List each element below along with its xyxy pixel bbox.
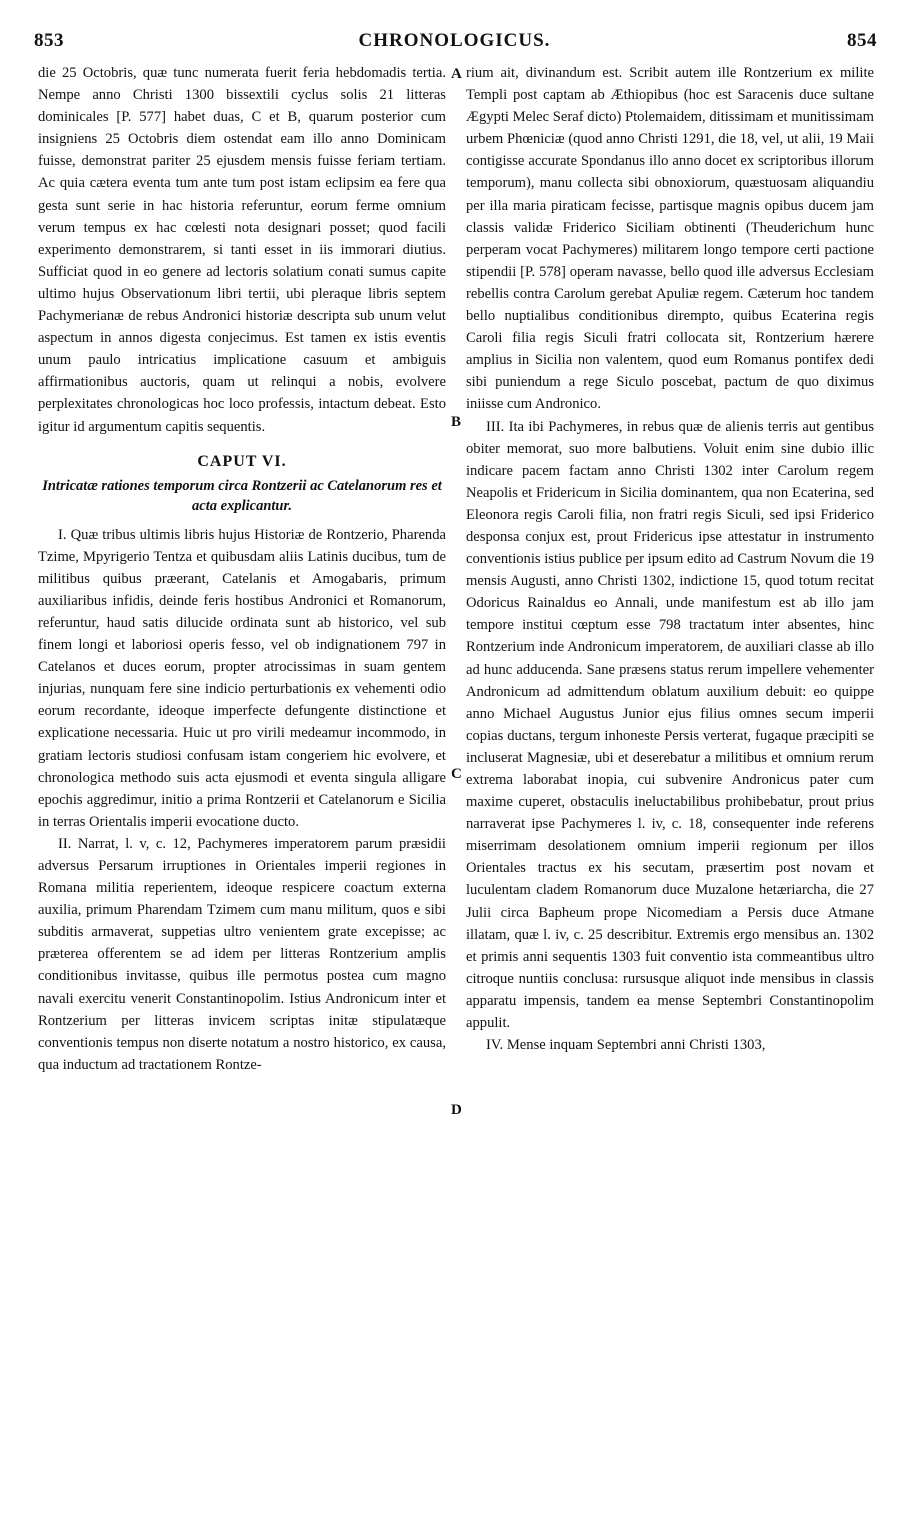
page-number-left: 853 xyxy=(34,30,64,51)
chapter-title: CAPUT VI. xyxy=(197,452,287,470)
paragraph-I: I. Quæ tribus ultimis libris hujus Historiæ de Rontzerio, Pharenda Tzime, Mpyrigerio Tentza et quibusdam aliis Latinis ducibus, tum de militibus quibus præerant, Catelanis et Amogabaris, primum auxiliaribus infidis, deinde feris hostibus Andronici et Romanorum, referuntur, haud satis dilucide ordinata sunt ab historico, vel sub finem longi et laboriosi operis fesso, vel ob indignationem 797 in Catelanos et duces eorum, propter atrocissimas in suam gentem injurias, nunquam fere sine indicio perturbationis ex vehementi odio eorum recordante, ideoque imperfecte defungente distinctione et explicatione necessaria. Huic ut pro virili medeamur incommodo, in gratiam lectoris studiosi confusam istam congeriem hic evolvere, et chronologica methodo suis acta ejusmodi et eventa singula alligare epochis aggredimur, initio a prima Rontzerii et Catelanorum e Sicilia in terras Orientalis imperii evocatione ducto. xyxy=(38,526,446,830)
paragraph-II: II. Narrat, l. v, c. 12, Pachymeres imperatorem parum præsidii adversus Persarum irruptiones in Orientales imperii regiones in Romana militia reperientem, ideoque respicere coactum externa auxilia, primum Pharendam Tzimem cum manu militum, quos e sibi subditis armaverat, suppetias ultro venientem grate excepisse; ac præterea offerentem se ad idem per litteras Rontzerium amplis conditionibus invitasse, quibus ille permotus postea cum magno navali exercitu venerit Constantinopolim. Istius Andronicum inter et Rontzerium per litteras invicem scriptas initæ stipulatæque conventionis tempus non diserte notatum a nostro historico, ex causa, qua inductum ad tractationem Rontze- xyxy=(38,835,446,1073)
paragraph-continuation: rium ait, divinandum est. Scribit autem ille Rontzerium ex milite Templi post captam ab Æthiopibus (hoc est Saracenis duce sultane Ægypti Melec Seraf dicto) Ptolemaidem, ditissimam et munitissimam urbem Phœniciæ (quod anno Christi 1291, die 18, vel, ut alii, 19 Maii contigisse accurate Spondanus illo anno docet ex scriptoribus illorum temporum), manu collecta sibi obnoxiorum, quæstuosam aliquandiu per illa maria piraticam fecisse, partisque magnis opibus ducem jam classis validæ Friderico Siciliam obtinenti (Theuderichum hunc perperam vocat Pachymeres) militarem longo tempore certi pactione stipendii [P. 578] operam navasse, bello quod ille adversus Ecclesiam rebellis contra Carolum gerebat Apuliæ regem. Cæterum hoc tandem bello nuptialibus conditionibus dirempto, quibus Ecaterina regis Caroli filia regis Siculi fratri collocata sit, Rontzerium hærere amplius in Sicilia non valentem, quod eum Romanus pontifex dedi sibi puniendum a rege Siculo poscebat, pactum de quo diximus iniisse cum Andronico. xyxy=(466,65,874,413)
chapter-subtitle: Intricatæ rationes temporum circa Rontzerii ac Catelanorum res et acta explicantur. xyxy=(42,477,442,514)
left-column xyxy=(38,62,446,1076)
running-title: CHRONOLOGICUS. xyxy=(358,30,551,51)
margin-letter-b: B xyxy=(451,414,462,430)
margin-letter-c: C xyxy=(451,766,462,782)
page-number-right: 854 xyxy=(847,30,877,51)
margin-letter-a: A xyxy=(451,66,462,82)
paragraph-IV: IV. Mense inquam Septembri anni Christi 1303, xyxy=(486,1037,766,1054)
paragraph-intro: die 25 Octobris, quæ tunc numerata fuerit feria hebdomadis tertia. Nempe anno Christi 1300 bissextili cyclus solis 21 litteras dominicales [P. 577] habet duas, C et B, quarum posterior cum insigniens 25 Octobris diem ostendat eam illo anno Dominicam fuisse, demonstrat pariter 25 ejusdem mensis fuisse feriam tertiam. Ac quia cætera eventa tum ante tum post istam eclipsim ea fere qua gesta sunt serie in hac historia referuntur, eorum ferme omnium verum tempus ex hac cœlesti nota designari posset; quod facili experimento demonstrarem, si tanti esset in iis immorari diutius. Sufficiat quod in eo genere ad lectoris solatium conati sumus capite ultimo hujus Observationum libri tertii, ubi pleraque libris septem Pachymerianæ de rebus Andronici historiæ descripta sub unum velut aspectum in annos digesta conjecimus. Est tamen ex istis eventis unum paulo intricatius implicatione casuum et ambiguis affirmationibus auctoris, quam ut relinqui a nobis, evolvere perplexitates chronologicas hoc loco professis, intactum debeat. Esto igitur id argumentum capitis sequentis. xyxy=(38,65,446,435)
margin-letter-d: D xyxy=(451,1102,462,1118)
paragraph-III: III. Ita ibi Pachymeres, in rebus quæ de alienis terris aut gentibus obiter memorat, suo more balbutiens. Voluit enim sine dubio illic indicare pacem factam anno Christi 1302 inter Carolum regem Neapolis et Fridericum in Sicilia dominantem, qua non Ecaterina, sed Eleonora regis Caroli filia, non fratri regis Siculi, sed ipsi Friderico desponsa conjux est, prout Fridericus ipse attestatur in instrumento conventionis istius publice per ipsum edito ad Castrum Novum die 19 mensis Augusti, anno Christi 1302, indictione 15, quod totum recitat Odoricus Rainaldus eo Annali, unde manifestum est ab illo jam tempore institui cœptum esse 798 tractatum inter absentes, hinc Rontzerium inde Andronicum imperatorem, de auxiliari classe ab illo ad hunc adducenda. Sane præsens status rerum impellere vehementer Andronicum ad admittendum oblatum auxilium debuit: eo quippe anno Michael Augustus Junior ejus filius omnes secum imperii copias ductans, tergum inhoneste Persis verterat, fugaque præcipiti se incluserat Magnesiæ, ubi et deserebatur a militibus et omnium rerum extrema laborabat inopia, cui subvenire Andronicus pater cum maxime cuperet, obstaculis ineluctabilibus prohibebatur, prout prius narraverat ipse Pachymeres l. iv, c. 18, consequenter inde referens miserrimam desolationem omnium imperii regionum per illos Orientales tractus ex his secutam, præsertim post novam et luculentam cladem Romanorum duce Muzalone hetæriarcha, die 27 Julii circa Bapheum prope Nicomediam a Persis duce Atmane illatam, quæ l. iv, c. 25 describitur. Extremis ergo mensibus an. 1302 et primis anni sequentis 1303 fuit conventio ista commeantibus ultro citroque nuntiis conclusa: rursusque aliquot inde mensibus in classis apparatu impensis, tandem ea mense Septembri Constantinopolim appulit. xyxy=(466,418,874,1032)
running-header xyxy=(0,30,909,58)
right-column xyxy=(466,62,874,1056)
